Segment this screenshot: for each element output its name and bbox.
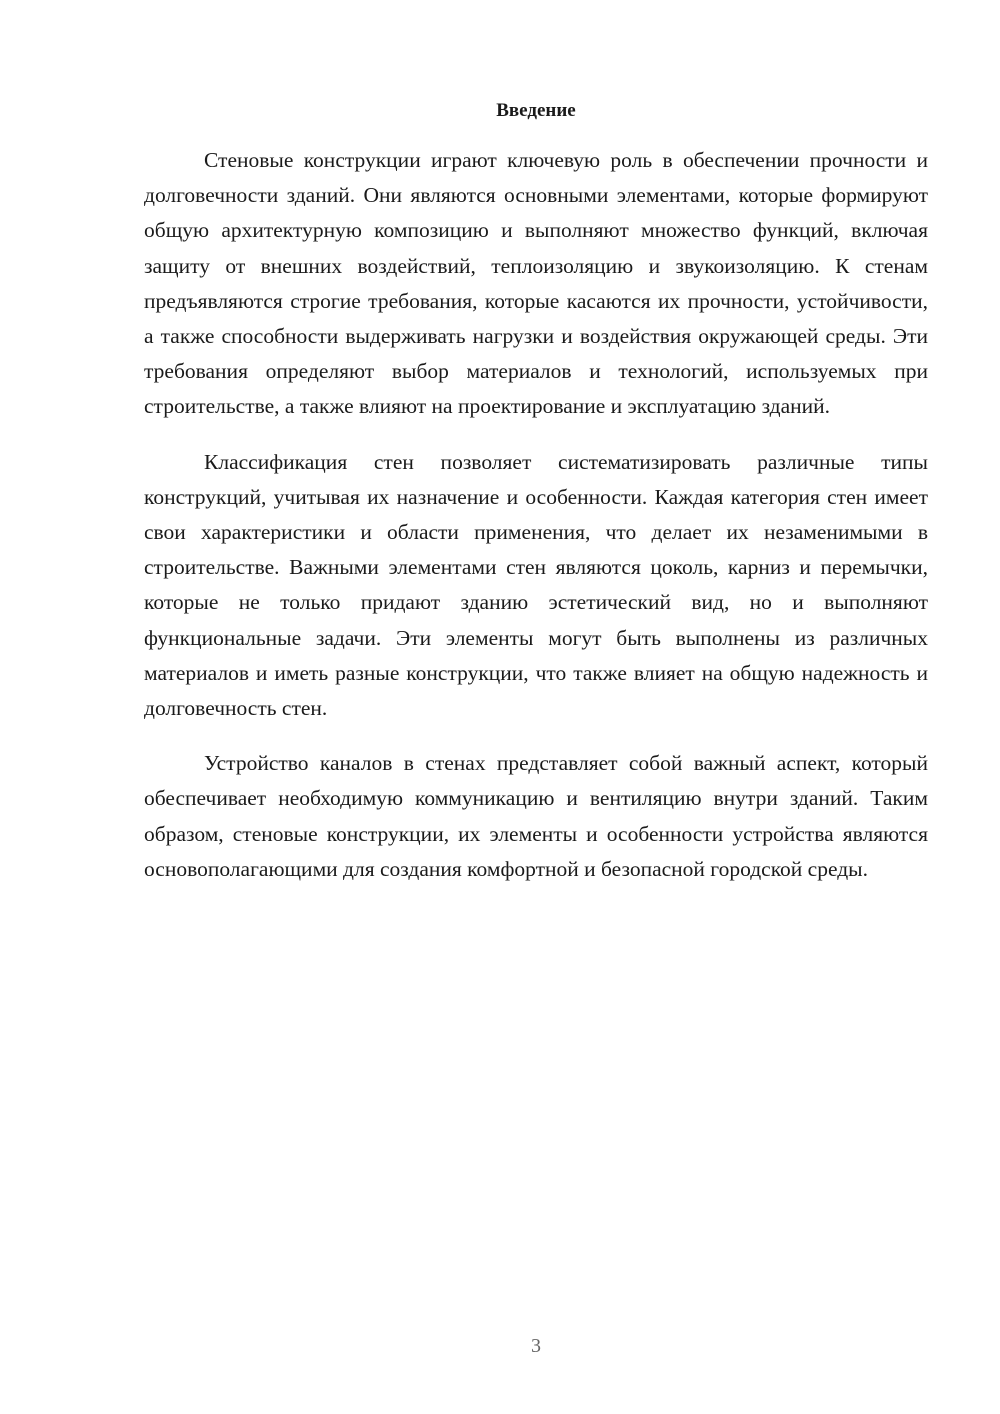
section-heading: Введение <box>496 100 576 121</box>
paragraph-classification: Классификация стен позволяет систематизировать различные типы конструкций, учитывая их назначение и особенности. Каждая категория стен имеет свои характеристики и области применения, что делает их незаменимыми в строительстве. Важными элементами стен являются цоколь, карниз и перемычки, которые не только придают зданию эстетический вид, но и выполняют функциональные задачи. Эти элементы могут быть выполнены из различных материалов и иметь разные конструкции, что также влияет на общую надежность и долговечность стен. <box>144 449 928 721</box>
body-text <box>144 143 928 907</box>
page-number: 3 <box>531 1335 541 1357</box>
paragraph-channels: Устройство каналов в стенах представляет собой важный аспект, который обеспечивает необходимую коммуникацию и вентиляцию внутри зданий. Таким образом, стеновые конструкции, их элементы и особенности устройства являются основополагающими для создания комфортной и безопасной городской среды. <box>144 751 928 881</box>
paragraph-intro: Стеновые конструкции играют ключевую роль в обеспечении прочности и долговечности зданий. Они являются основными элементами, которые формируют общую архитектурную композицию и выполняют множество функций, включая защиту от внешних воздействий, теплоизоляцию и звукоизоляцию. К стенам предъявляются строгие требования, которые касаются их прочности, устойчивости, а также способности выдерживать нагрузки и воздействия окружающей среды. Эти требования определяют выбор материалов и технологий, используемых при строительстве, а также влияют на проектирование и эксплуатацию зданий. <box>144 148 928 419</box>
